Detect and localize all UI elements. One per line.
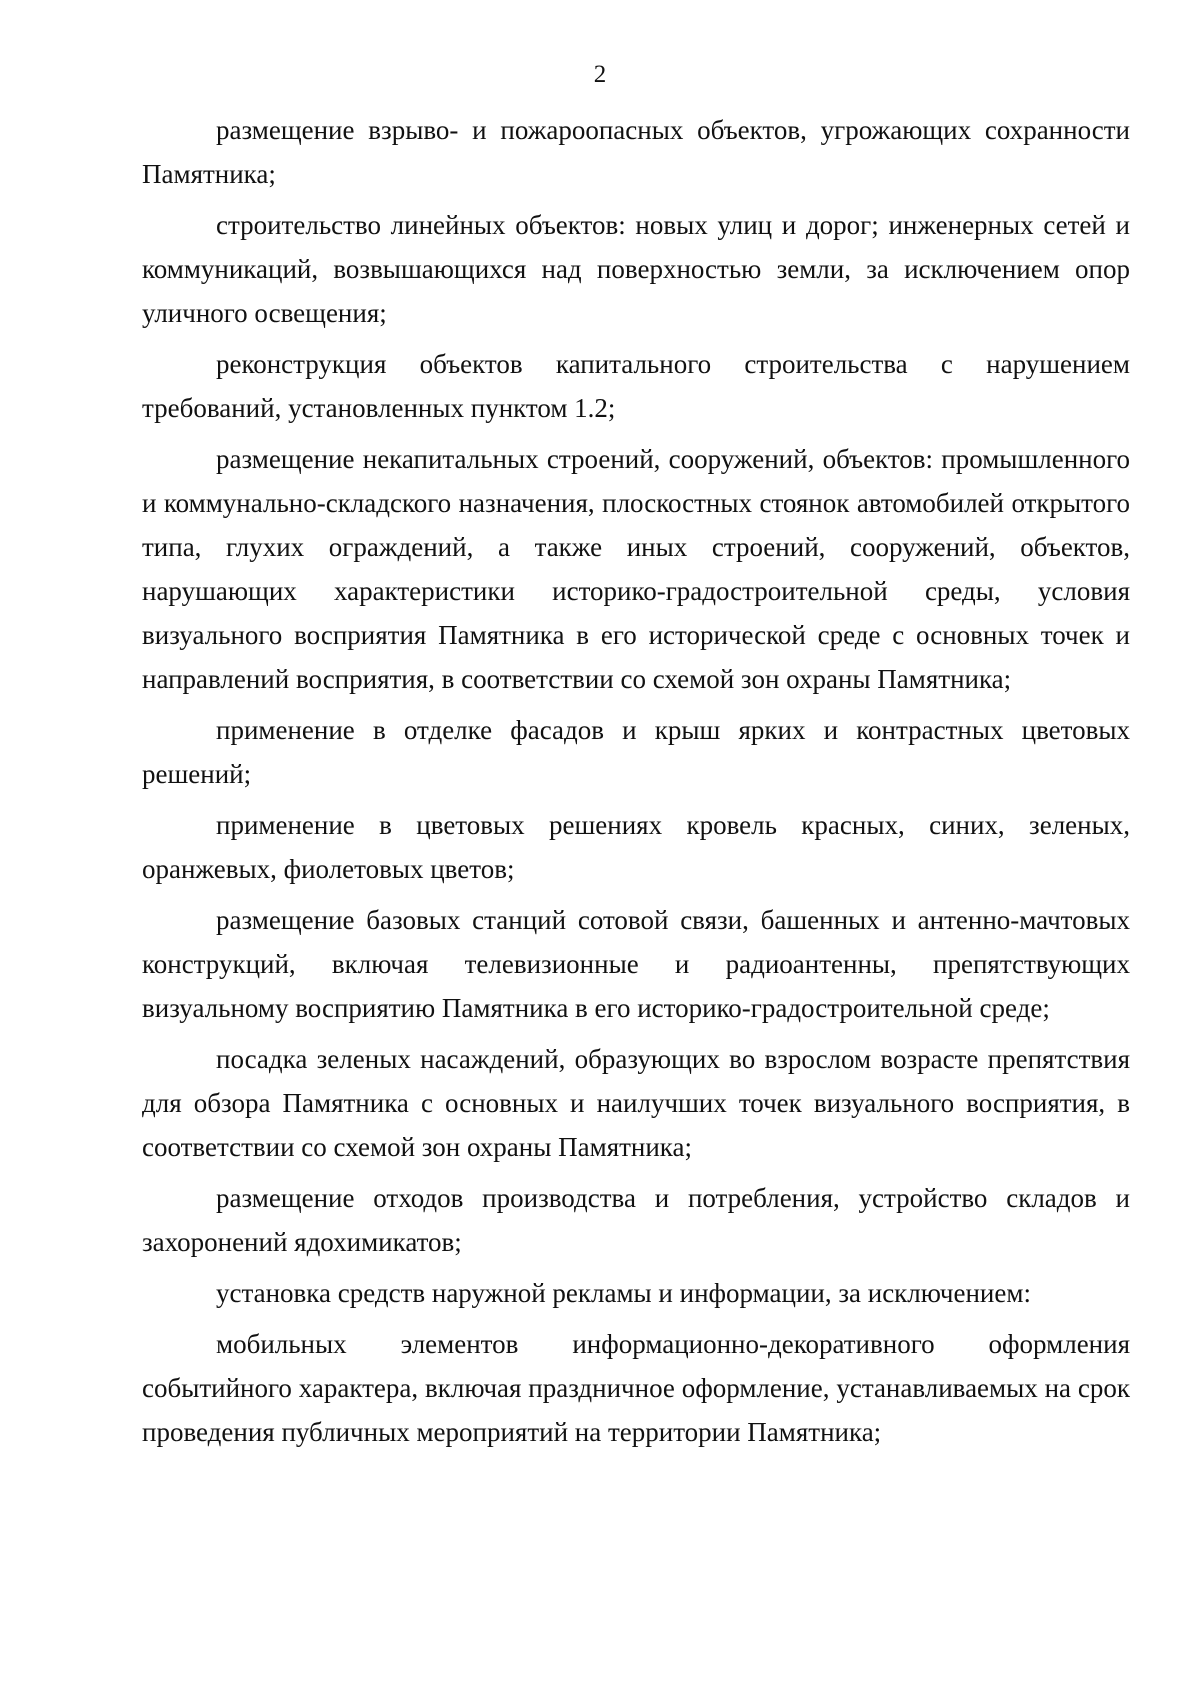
- paragraph: размещение базовых станций сотовой связи, башенных и антенно-мачтовых конструкций, включая телевизионные и радиоантенны, препятствующих визуальному восприятию Памятника в его историко-градостроительной среде;: [142, 905, 1130, 1023]
- paragraph: строительство линейных объектов: новых улиц и дорог; инженерных сетей и коммуникаций, возвышающихся над поверхностью земли, за исключением опор уличного освещения;: [142, 210, 1130, 328]
- paragraph: посадка зеленых насаждений, образующих во взрослом возрасте препятствия для обзора Памятника с основных и наилучших точек визуального восприятия, в соответствии со схемой зон охраны Памятника;: [142, 1044, 1130, 1162]
- paragraph: реконструкция объектов капитального строительства с нарушением требований, установленных пунктом 1.2;: [142, 349, 1130, 423]
- paragraph: размещение взрыво- и пожароопасных объектов, угрожающих сохранности Памятника;: [142, 115, 1130, 189]
- paragraph: применение в цветовых решениях кровель красных, синих, зеленых, оранжевых, фиолетовых цветов;: [142, 810, 1130, 884]
- document-body: [142, 108, 1130, 1461]
- paragraph: применение в отделке фасадов и крыш ярких и контрастных цветовых решений;: [142, 715, 1130, 789]
- page-number: 2: [593, 61, 607, 88]
- paragraph: установка средств наружной рекламы и информации, за исключением:: [216, 1278, 1031, 1308]
- paragraph: размещение некапитальных строений, сооружений, объектов: промышленного и коммунально-складского назначения, плоскостных стоянок автомобилей открытого типа, глухих ограждений, а также иных строений, сооружений, объектов, нарушающих характеристики историко-градостроительной среды, условия визуального восприятия Памятника в его исторической среде с основных точек и направлений восприятия, в соответствии со схемой зон охраны Памятника;: [142, 444, 1130, 694]
- paragraph: мобильных элементов информационно-декоративного оформления событийного характера, включая праздничное оформление, устанавливаемых на срок проведения публичных мероприятий на территории Памятника;: [142, 1329, 1130, 1447]
- paragraph: размещение отходов производства и потребления, устройство складов и захоронений ядохимикатов;: [142, 1183, 1130, 1257]
